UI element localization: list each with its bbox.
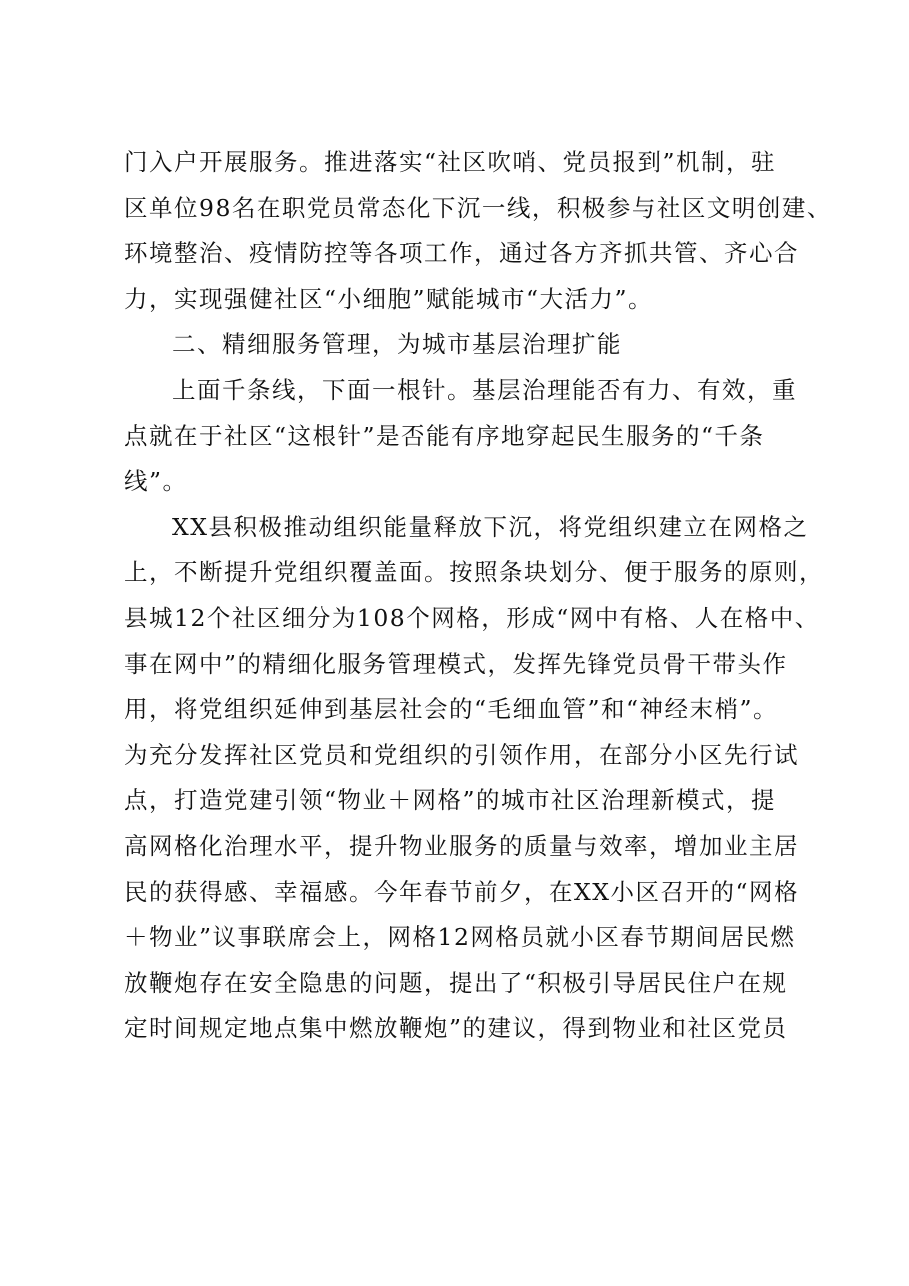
- document-body: [124, 140, 832, 1052]
- text-line: 民的获得感、幸福感。今年春节前夕，在XX小区召开的“网格: [124, 877, 799, 906]
- paragraph-first-line: XX县积极推动组织能量释放下沉，将党组织建立在网格之: [172, 512, 809, 541]
- section-heading: 二、精细服务管理，为城市基层治理扩能: [172, 330, 622, 359]
- paragraph-first-line: 上面千条线，下面一根针。基层治理能否有力、有效，重: [172, 375, 797, 404]
- text-line: 用，将党组织延伸到基层社会的“毛细血管”和“神经末梢”。: [124, 695, 779, 724]
- text-line: 上，不断提升党组织覆盖面。按照条块划分、便于服务的原则，: [124, 558, 824, 587]
- text-line: 力，实现强健社区“小细胞”赋能城市“大活力”。: [124, 284, 654, 313]
- text-line: 放鞭炮存在安全隐患的问题，提出了“积极引导居民住户在规: [124, 968, 788, 997]
- text-line: 县城12个社区细分为108个网格，形成“网中有格、人在格中、: [124, 603, 820, 632]
- text-line: 点就在于社区“这根针”是否能有序地穿起民生服务的“千条: [124, 421, 765, 450]
- text-line: 门入户开展服务。推进落实“社区吹哨、党员报到”机制，驻: [124, 148, 777, 176]
- text-line: 区单位98名在职党员常态化下沉一线，积极参与社区文明创建、: [124, 193, 832, 222]
- text-line: 为充分发挥社区党员和党组织的引领作用，在部分小区先行试: [124, 740, 799, 769]
- text-line: 环境整治、疫情防控等各项工作，通过各方齐抓共管、齐心合: [124, 239, 799, 268]
- text-line: 线”。: [124, 467, 188, 496]
- text-line: 点，打造党建引领“物业＋网格”的城市社区治理新模式，提: [124, 786, 777, 815]
- text-line: 定时间规定地点集中燃放鞭炮”的建议，得到物业和社区党员: [124, 1014, 788, 1043]
- text-line: 事在网中”的精细化服务管理模式，发挥先锋党员骨干带头作: [124, 649, 788, 678]
- text-line: 高网格化治理水平，提升物业服务的质量与效率，增加业主居: [124, 831, 799, 860]
- text-line: ＋物业”议事联席会上，网格12网格员就小区春节期间居民燃: [124, 923, 796, 952]
